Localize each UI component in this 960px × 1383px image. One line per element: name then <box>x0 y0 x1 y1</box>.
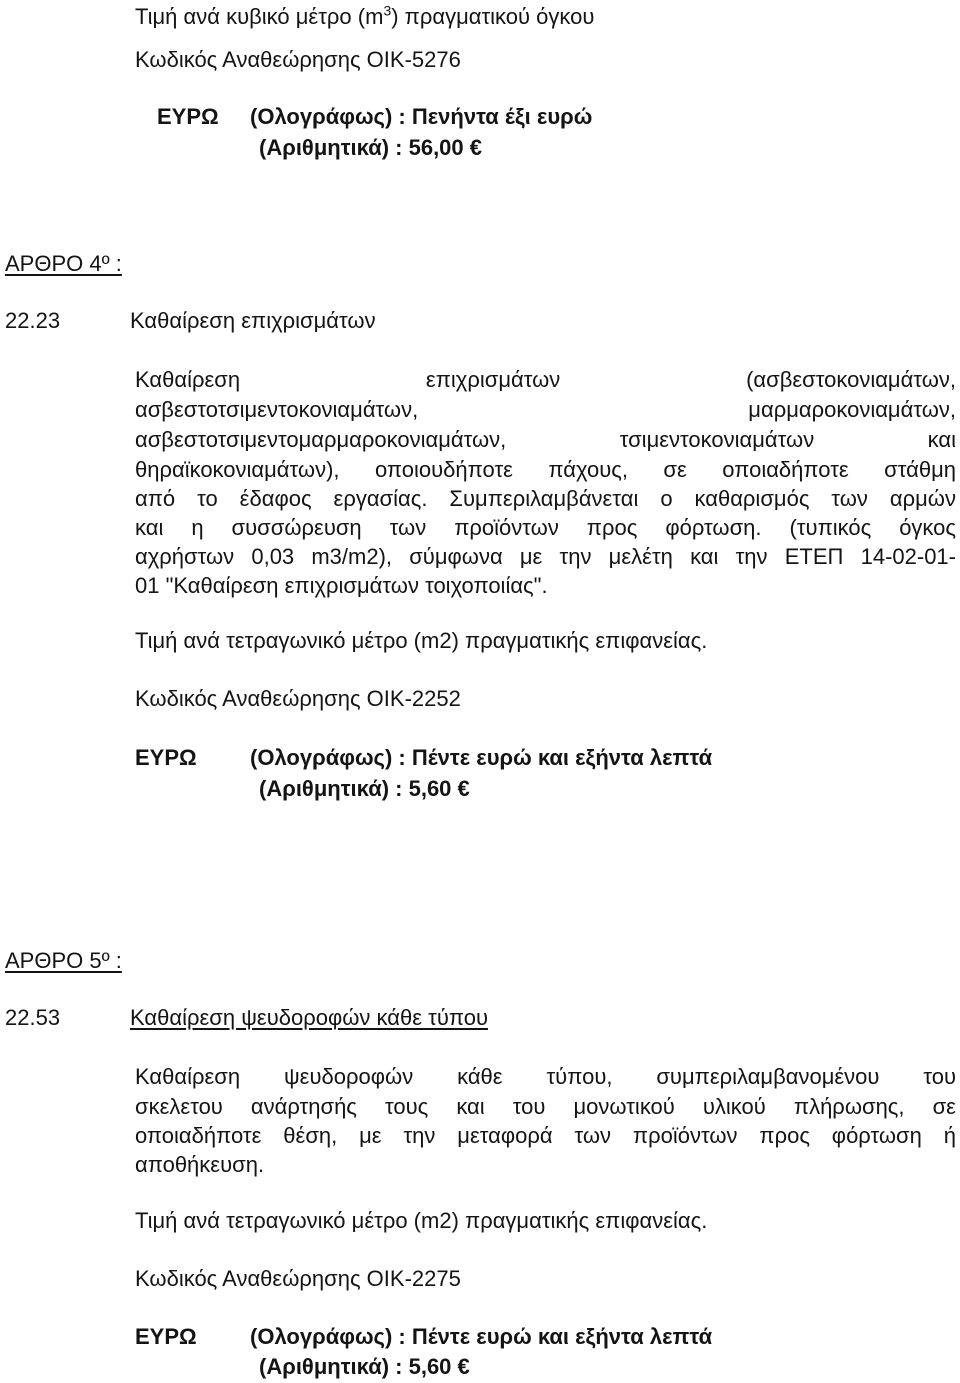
item-title: Καθαίρεση επιχρισμάτων <box>130 308 376 333</box>
description-line: οποιαδήποτε θέση, με την μεταφορά των προϊόντων προς φόρτωση ή <box>135 1123 956 1148</box>
description-line: ασβεστοτσιμεντομαρμαροκονιαμάτων, τσιμεντοκονιαμάτων και <box>135 427 956 452</box>
description-line: 01 "Καθαίρεση επιχρισμάτων τοιχοποιίας". <box>135 573 548 598</box>
description-line: αχρήστων 0,03 m3/m2), σύμφωνα με την μελέτη και την ΕΤΕΠ 14-02-01- <box>135 544 956 569</box>
price-in-words: (Ολογράφως) : Πενήντα έξι ευρώ <box>250 104 593 129</box>
description-line: ασβεστοτσιμεντοκονιαμάτων, μαρμαροκονιαμάτων, <box>135 397 956 422</box>
price-in-words: (Ολογράφως) : Πέντε ευρώ και εξήντα λεπτά <box>250 745 713 770</box>
price-in-words: (Ολογράφως) : Πέντε ευρώ και εξήντα λεπτά <box>250 1324 713 1349</box>
item-number: 22.23 <box>5 308 61 333</box>
description-line: θηραϊκοκονιαμάτων), οποιουδήποτε πάχους, σε οποιαδήποτε στάθμη <box>135 457 956 482</box>
description-line: Καθαίρεση επιχρισμάτων (ασβεστοκονιαμάτων, <box>135 367 956 392</box>
item-title: Καθαίρεση ψευδοροφών κάθε τύπου <box>130 1005 488 1030</box>
price-numeric: (Αριθμητικά) : 5,60 € <box>259 776 470 801</box>
description-line: Καθαίρεση ψευδοροφών κάθε τύπου, συμπεριλαμβανομένου του <box>135 1064 956 1089</box>
price-numeric: (Αριθμητικά) : 5,60 € <box>259 1354 470 1379</box>
unit-line: Τιμή ανά κυβικό μέτρο $(m^3)$ πραγματικού όγκου <box>135 2 595 29</box>
revision-code: Κωδικός Αναθεώρησης ΟΙΚ-2275 <box>135 1266 461 1291</box>
unit-line: Τιμή ανά τετραγωνικό μέτρο (m2) πραγματικής επιφανείας. <box>135 1208 708 1233</box>
description-line: αποθήκευση. <box>135 1152 265 1177</box>
unit-line: Τιμή ανά τετραγωνικό μέτρο (m2) πραγματικής επιφανείας. <box>135 628 708 653</box>
currency-label: ΕΥΡΩ <box>135 1324 197 1349</box>
description-line: από το έδαφος εργασίας. Συμπεριλαμβάνεται ο καθαρισμός των αρμών <box>135 486 956 511</box>
article-heading: ΑΡΘΡΟ 4º : <box>5 251 122 276</box>
article-heading: ΑΡΘΡΟ 5º : <box>5 948 122 973</box>
price-numeric: (Αριθμητικά) : 56,00 € <box>259 135 482 160</box>
revision-code: Κωδικός Αναθεώρησης ΟΙΚ-5276 <box>135 47 461 72</box>
currency-label: ΕΥΡΩ <box>157 104 219 129</box>
revision-code: Κωδικός Αναθεώρησης ΟΙΚ-2252 <box>135 686 461 711</box>
description-line: σκελετου ανάρτησής τους και του μονωτικού υλικού πλήρωσης, σε <box>135 1094 956 1119</box>
currency-label: ΕΥΡΩ <box>135 745 197 770</box>
item-number: 22.53 <box>5 1005 61 1030</box>
description-line: και η συσσώρευση των προϊόντων προς φόρτωση. (τυπικός όγκος <box>135 515 956 540</box>
